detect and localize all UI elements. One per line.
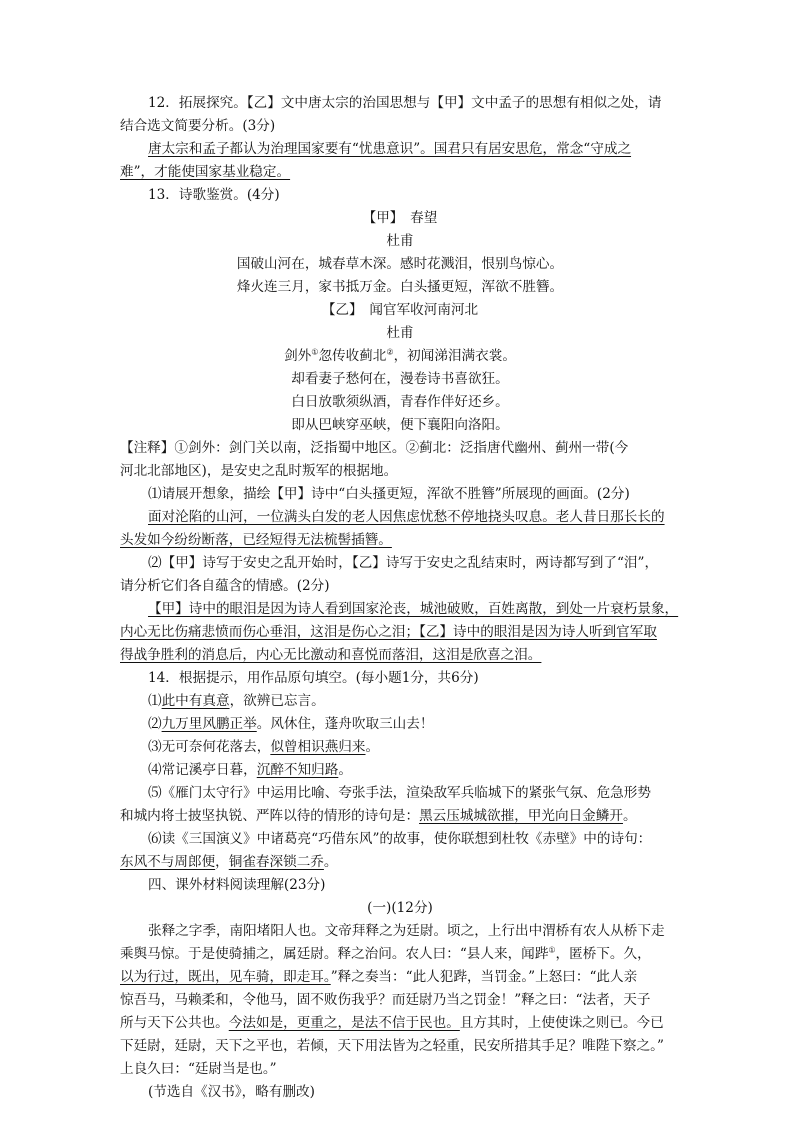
passage-line [120, 966, 680, 989]
q13-sub1-answer-line2: 头发如今纷纷断落，已经短得无法梳髻插簪。 [120, 532, 392, 548]
footnote-marker: ① [311, 347, 319, 357]
q13-sub2-line2: 请分析它们各自蕴含的情感。(2分) [120, 578, 330, 594]
q13-sub2-answer-line2: 内心无比伤痛悲愤而伤心垂泪，这泪是伤心之泪；【乙】诗中的眼泪是因为诗人听到官军取 [120, 624, 657, 640]
q12-answer-line2: 难”，才能使国家基业稳定。 [120, 164, 291, 180]
poem2-line: 即从巴峡穿巫峡，便下襄阳向洛阳。 [291, 417, 509, 433]
footnote-marker: ② [386, 347, 394, 357]
item-answer: 黑云压城城欲摧，甲光向日金鳞开 [419, 808, 623, 824]
poem2-title: 【乙】 闻官军收河南河北 [321, 302, 479, 318]
q14-item5-line2 [120, 805, 680, 828]
passage-line: 下廷尉，廷尉，天下之平也，若倾，天下用法皆为之轻重，民安所措其手足？唯陛下察之。” [120, 1038, 664, 1054]
item-text: ⑴ [148, 693, 162, 709]
item-answer: 东风不与周郎便 [120, 854, 216, 870]
item-text: 。 [622, 808, 637, 824]
q13-heading: 13．诗歌鉴赏。(4分) [148, 187, 280, 203]
footnote-marker: ① [548, 945, 556, 955]
item-answer: 铜雀春深锁二乔 [228, 854, 324, 870]
poem1-author: 杜甫 [386, 233, 414, 249]
item-text: ⑷常记溪亭日暮， [148, 762, 257, 778]
passage-text: ”释之奏当：“此人犯跸，当罚金。”上怒曰：“此人亲 [330, 969, 638, 985]
passage-line [120, 1012, 680, 1035]
item-text: 。 [338, 762, 352, 778]
item-answer: 沉醉不知归路 [256, 762, 339, 778]
passage-line: 张释之字季，南阳堵阳人也。文帝拜释之为廷尉。顷之，上行出中渭桥有农人从桥下走 [148, 923, 665, 939]
passage-text: 所与天下公共也。 [120, 1015, 229, 1031]
passage-line [120, 943, 680, 966]
passage-text: 乘舆马惊。于是使骑捕之，属廷尉。释之治问。农人曰：“县人来，闻跸 [120, 946, 549, 962]
q14-item1 [120, 690, 680, 713]
passage-line: 上良久曰：“廷尉当是也。” [120, 1061, 277, 1077]
q12-answer-line1: 唐太宗和孟子都认为治理国家要有“忧患意识”。国君只有居安思危，常念“守成之 [148, 141, 632, 157]
q14-heading: 14．根据提示，用作品原句填空。(每小题1分，共6分) [148, 670, 479, 686]
passage-text: 且方其时，上使使诛之则已。今已 [459, 1015, 664, 1031]
item-text: ⑶无可奈何花落去， [148, 739, 271, 755]
item-text: 和城内将士披坚执锐、严阵以待的情形的诗句是： [120, 808, 420, 824]
annotation-line1: 【注释】①剑外：剑门关以南，泛指蜀中地区。②蓟北：泛指唐代幽州、蓟州一带(今 [120, 440, 629, 456]
poem2-line [120, 345, 680, 368]
q13-sub2-answer-line1: 【甲】诗中的眼泪是因为诗人看到国家沦丧，城池破败，百姓离散，到处一片衰朽景象， [148, 601, 679, 617]
section4-subheading: (一)(12分) [367, 900, 433, 916]
section4-heading: 四、课外材料阅读理解(23分) [148, 877, 326, 893]
poem2-text: 忽传收蓟北 [318, 348, 387, 364]
q14-item6-line2 [120, 851, 680, 874]
q14-item6-line1: ⑹读《三国演义》中诸葛亮“巧借东风”的故事，使你联想到杜牧《赤壁》中的诗句： [148, 831, 652, 847]
item-answer: 九万里风鹏正举 [161, 716, 257, 732]
q13-sub2-line1: ⑵【甲】诗写于安史之乱开始时，【乙】诗写于安史之乱结束时，两诗都写到了“泪”， [148, 555, 659, 571]
poem1-line: 烽火连三月，家书抵万金。白头搔更短，浑欲不胜簪。 [236, 279, 564, 295]
passage-underlined: 今法如是，更重之，是法不信于民也。 [228, 1015, 460, 1031]
poem2-author: 杜甫 [386, 325, 414, 341]
poem2-text: 剑外 [284, 348, 312, 364]
poem2-line: 白日放歌须纵酒，青春作伴好还乡。 [291, 394, 509, 410]
item-text: 。 [323, 854, 338, 870]
q13-sub1-answer-line1: 面对沦陷的山河，一位满头白发的老人因焦虑忧愁不停地挠头叹息。老人昔日那长长的 [148, 509, 665, 525]
item-text: ， [215, 854, 229, 870]
item-text: ，欲辨已忘言。 [229, 693, 325, 709]
poem2-line: 却看妻子愁何在，漫卷诗书喜欲狂。 [291, 371, 509, 387]
item-answer: 似曾相识燕归来 [270, 739, 366, 755]
q12-line2: 结合选文简要分析。(3分) [120, 118, 276, 134]
q14-item4 [120, 759, 680, 782]
q13-sub2-answer-line3: 得战争胜利的消息后，内心无比激动和喜悦而落泪，这泪是欣喜之泪。 [120, 647, 542, 663]
item-text: 。风休住，蓬舟吹取三山去！ [256, 716, 434, 732]
q14-item3 [120, 736, 680, 759]
item-text: 。 [365, 739, 380, 755]
q13-sub1: ⑴请展开想象，描绘【甲】诗中“白头搔更短，浑欲不胜簪”所展现的画面。(2分) [148, 486, 630, 502]
passage-line: 惊吾马，马赖柔和，令他马，固不败伤我乎？而廷尉乃当之罚金！”释之曰：“法者，天子 [120, 992, 651, 1008]
passage-underlined: 以为行过，既出，见车骑，即走耳。 [120, 969, 331, 985]
q14-item5-line1: ⑸《雁门太守行》中运用比喻、夸张手法，渲染敌军兵临城下的紧张气氛、危急形势 [148, 785, 651, 801]
poem1-line: 国破山河在，城春草木深。感时花溅泪，恨别鸟惊心。 [236, 256, 564, 272]
passage-text: ，匿桥下。久， [555, 946, 651, 962]
poem1-title: 【甲】 春望 [362, 210, 438, 226]
passage-source: (节选自《汉书》，略有删改) [148, 1084, 315, 1100]
q14-item2 [120, 713, 680, 736]
q12-line1: 12．拓展探究。【乙】文中唐太宗的治国思想与【甲】文中孟子的思想有相似之处，请 [148, 95, 662, 111]
poem2-text: ，初闻涕泪满衣裳。 [393, 348, 516, 364]
annotation-line2: 河北北部地区)，是安史之乱时叛军的根据地。 [120, 463, 398, 479]
item-answer: 此中有真意 [161, 693, 230, 709]
document-page [120, 92, 680, 1104]
item-text: ⑵ [148, 716, 162, 732]
